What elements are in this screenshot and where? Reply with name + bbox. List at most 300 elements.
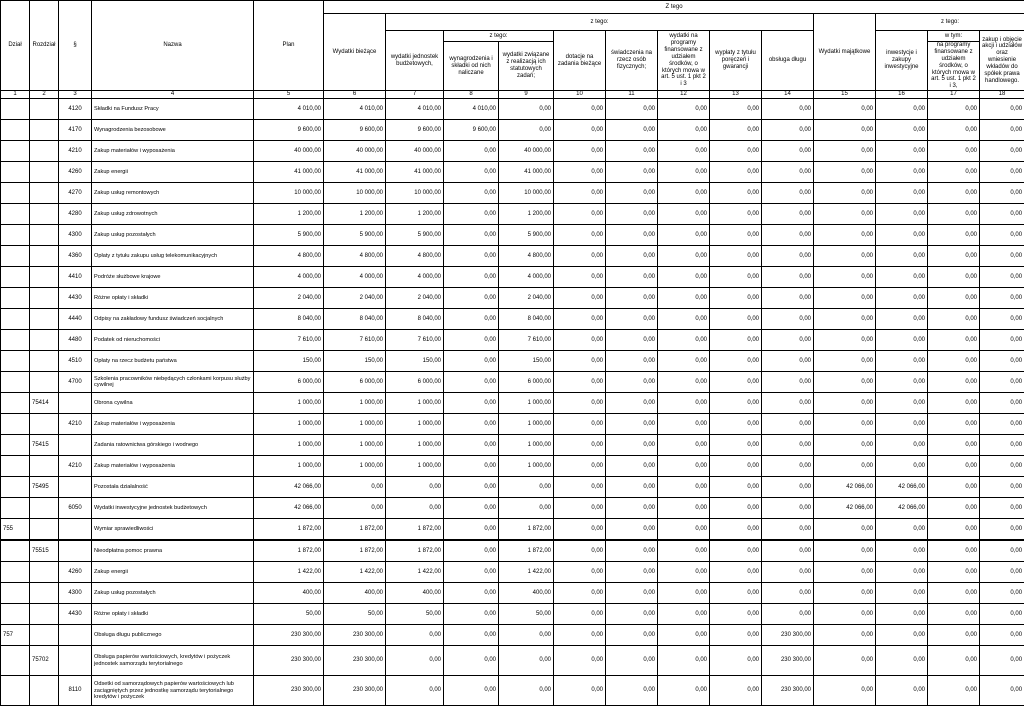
cell-amount: 4 010,00 xyxy=(444,99,499,120)
cell-amount: 40 000,00 xyxy=(386,141,444,162)
table-row xyxy=(1,583,1024,604)
cell-amount: 0,00 xyxy=(814,414,876,435)
cell-amount: 0,00 xyxy=(606,393,658,414)
cell-amount: 0,00 xyxy=(606,246,658,267)
cell-amount: 5 900,00 xyxy=(386,225,444,246)
cell-nazwa: Zakup materiałów i wyposażenia xyxy=(92,456,254,477)
table-row xyxy=(1,162,1024,183)
cell-amount: 0,00 xyxy=(444,414,499,435)
cell-amount: 0,00 xyxy=(762,456,814,477)
cell-amount: 0,00 xyxy=(928,498,980,519)
cell-amount: 1 872,00 xyxy=(499,540,554,562)
cell-amount: 1 200,00 xyxy=(254,204,324,225)
cell-amount: 0,00 xyxy=(554,99,606,120)
cell-amount: 4 800,00 xyxy=(324,246,386,267)
cell-amount: 0,00 xyxy=(928,393,980,414)
table-row xyxy=(1,562,1024,583)
cell-amount: 7 610,00 xyxy=(324,330,386,351)
cell-amount: 0,00 xyxy=(499,99,554,120)
cell-amount: 0,00 xyxy=(762,393,814,414)
cell-amount: 0,00 xyxy=(876,99,928,120)
cell-amount: 0,00 xyxy=(554,183,606,204)
cell-amount: 0,00 xyxy=(658,625,710,646)
cell-amount: 0,00 xyxy=(928,309,980,330)
cell-dzial xyxy=(1,393,30,414)
column-number: 8 xyxy=(444,91,499,99)
cell-amount: 0,00 xyxy=(710,120,762,141)
cell-paragraf: 4210 xyxy=(59,141,92,162)
cell-amount: 0,00 xyxy=(762,351,814,372)
cell-dzial xyxy=(1,162,30,183)
cell-nazwa: Zakup usług zdrowotnych xyxy=(92,204,254,225)
cell-amount: 1 000,00 xyxy=(386,456,444,477)
cell-amount: 6 000,00 xyxy=(499,372,554,393)
cell-paragraf xyxy=(59,393,92,414)
cell-nazwa: Zakup usług remontowych xyxy=(92,183,254,204)
cell-amount: 1 000,00 xyxy=(386,435,444,456)
header-obsluga-dlugu: obsługa długu xyxy=(762,31,814,91)
cell-amount: 0,00 xyxy=(444,393,499,414)
column-number: 2 xyxy=(30,91,59,99)
column-number: 13 xyxy=(710,91,762,99)
cell-amount: 400,00 xyxy=(386,583,444,604)
cell-rozdzial xyxy=(30,519,59,541)
header-rozdzial: Rozdział xyxy=(30,1,59,91)
cell-amount: 0,00 xyxy=(554,288,606,309)
cell-amount: 0,00 xyxy=(928,456,980,477)
cell-amount: 0,00 xyxy=(554,456,606,477)
cell-amount: 0,00 xyxy=(444,330,499,351)
table-row xyxy=(1,246,1024,267)
cell-amount: 0,00 xyxy=(606,267,658,288)
cell-amount: 4 800,00 xyxy=(499,246,554,267)
cell-amount: 40 000,00 xyxy=(254,141,324,162)
cell-amount: 0,00 xyxy=(658,414,710,435)
cell-amount: 0,00 xyxy=(499,120,554,141)
cell-amount: 0,00 xyxy=(928,330,980,351)
cell-amount: 0,00 xyxy=(606,183,658,204)
cell-amount: 0,00 xyxy=(928,288,980,309)
cell-amount: 0,00 xyxy=(980,414,1024,435)
cell-amount: 0,00 xyxy=(876,141,928,162)
cell-amount: 0,00 xyxy=(814,646,876,676)
cell-amount: 0,00 xyxy=(928,625,980,646)
cell-amount: 0,00 xyxy=(444,477,499,498)
cell-amount: 0,00 xyxy=(980,498,1024,519)
cell-amount: 230 300,00 xyxy=(324,625,386,646)
cell-nazwa: Odsetki od samorządowych papierów wartościowych lub zaciągniętych przez jednostkę samorządu terytorialnego kredytów i pożyczek xyxy=(92,676,254,706)
cell-rozdzial: 75702 xyxy=(30,646,59,676)
cell-amount: 0,00 xyxy=(710,393,762,414)
cell-amount: 1 000,00 xyxy=(254,414,324,435)
cell-rozdzial xyxy=(30,330,59,351)
cell-dzial xyxy=(1,583,30,604)
cell-amount: 0,00 xyxy=(710,225,762,246)
cell-amount: 0,00 xyxy=(444,162,499,183)
cell-amount: 0,00 xyxy=(876,183,928,204)
cell-nazwa: Podatek od nieruchomości xyxy=(92,330,254,351)
cell-amount: 0,00 xyxy=(386,498,444,519)
cell-paragraf: 4280 xyxy=(59,204,92,225)
cell-amount: 0,00 xyxy=(710,456,762,477)
cell-paragraf: 4210 xyxy=(59,456,92,477)
cell-amount: 8 040,00 xyxy=(324,309,386,330)
cell-amount: 0,00 xyxy=(606,646,658,676)
cell-amount: 0,00 xyxy=(554,246,606,267)
cell-dzial xyxy=(1,288,30,309)
cell-amount: 0,00 xyxy=(876,309,928,330)
cell-amount: 0,00 xyxy=(444,435,499,456)
cell-amount: 0,00 xyxy=(658,498,710,519)
cell-rozdzial xyxy=(30,288,59,309)
cell-amount: 0,00 xyxy=(658,330,710,351)
cell-amount: 0,00 xyxy=(876,351,928,372)
cell-amount: 400,00 xyxy=(499,583,554,604)
cell-amount: 1 872,00 xyxy=(254,519,324,541)
cell-amount: 0,00 xyxy=(444,204,499,225)
cell-amount: 0,00 xyxy=(710,519,762,541)
cell-amount: 0,00 xyxy=(606,604,658,625)
cell-paragraf: 4410 xyxy=(59,267,92,288)
cell-nazwa: Wydatki inwestycyjne jednostek budżetowych xyxy=(92,498,254,519)
cell-amount: 50,00 xyxy=(324,604,386,625)
cell-nazwa: Zakup energii xyxy=(92,162,254,183)
cell-amount: 0,00 xyxy=(554,540,606,562)
header-zakup-akcji: zakup i objęcie akcji i udziałów oraz wniesienie wkładów do spółek prawa handlowego. xyxy=(980,31,1024,91)
cell-amount: 0,00 xyxy=(928,372,980,393)
cell-paragraf: 4300 xyxy=(59,583,92,604)
cell-amount: 41 000,00 xyxy=(324,162,386,183)
cell-amount: 0,00 xyxy=(762,498,814,519)
cell-amount: 8 040,00 xyxy=(386,309,444,330)
cell-amount: 0,00 xyxy=(658,562,710,583)
cell-amount: 0,00 xyxy=(928,477,980,498)
cell-amount: 0,00 xyxy=(814,583,876,604)
cell-amount: 0,00 xyxy=(710,498,762,519)
cell-rozdzial xyxy=(30,309,59,330)
cell-amount: 0,00 xyxy=(386,625,444,646)
cell-amount: 1 000,00 xyxy=(386,414,444,435)
cell-amount: 230 300,00 xyxy=(324,646,386,676)
cell-amount: 0,00 xyxy=(658,141,710,162)
cell-amount: 42 066,00 xyxy=(814,477,876,498)
cell-dzial xyxy=(1,498,30,519)
cell-amount: 0,00 xyxy=(928,646,980,676)
cell-dzial xyxy=(1,562,30,583)
cell-amount: 0,00 xyxy=(606,583,658,604)
cell-amount: 0,00 xyxy=(814,351,876,372)
cell-amount: 0,00 xyxy=(658,288,710,309)
cell-amount: 0,00 xyxy=(710,646,762,676)
header-nazwa: Nazwa xyxy=(92,1,254,91)
cell-amount: 0,00 xyxy=(928,435,980,456)
cell-amount: 0,00 xyxy=(876,267,928,288)
header-wydatki-jednostek: wydatki jednostek budżetowych, xyxy=(386,31,444,91)
cell-amount: 0,00 xyxy=(814,246,876,267)
cell-amount: 0,00 xyxy=(762,540,814,562)
cell-amount: 0,00 xyxy=(710,625,762,646)
cell-amount: 0,00 xyxy=(762,309,814,330)
cell-rozdzial xyxy=(30,162,59,183)
cell-amount: 0,00 xyxy=(814,225,876,246)
cell-paragraf: 8110 xyxy=(59,676,92,706)
cell-amount: 41 000,00 xyxy=(499,162,554,183)
header-z-tego-jednostek: z tego: xyxy=(444,31,554,42)
cell-amount: 0,00 xyxy=(658,99,710,120)
cell-amount: 0,00 xyxy=(928,225,980,246)
cell-amount: 0,00 xyxy=(928,183,980,204)
cell-amount: 4 800,00 xyxy=(386,246,444,267)
header-z-tego-biezace: z tego: xyxy=(386,14,814,31)
cell-rozdzial xyxy=(30,676,59,706)
cell-amount: 0,00 xyxy=(444,183,499,204)
cell-amount: 0,00 xyxy=(606,225,658,246)
table-body xyxy=(1,99,1024,706)
cell-amount: 0,00 xyxy=(762,141,814,162)
cell-rozdzial xyxy=(30,604,59,625)
header-wydatki-programy: wydatki na programy finansowane z udziałem środków, o których mowa w art. 5 ust. 1 pkt 2 i 3 xyxy=(658,31,710,91)
table-row xyxy=(1,267,1024,288)
cell-amount: 1 872,00 xyxy=(386,540,444,562)
cell-amount: 0,00 xyxy=(710,246,762,267)
cell-paragraf: 4270 xyxy=(59,183,92,204)
cell-amount: 0,00 xyxy=(762,414,814,435)
cell-amount: 0,00 xyxy=(444,456,499,477)
cell-amount: 1 872,00 xyxy=(254,540,324,562)
cell-amount: 0,00 xyxy=(658,456,710,477)
cell-amount: 0,00 xyxy=(710,604,762,625)
cell-nazwa: Zakup usług pozostałych xyxy=(92,583,254,604)
cell-rozdzial: 75495 xyxy=(30,477,59,498)
cell-amount: 0,00 xyxy=(658,162,710,183)
cell-amount: 0,00 xyxy=(980,477,1024,498)
cell-amount: 5 900,00 xyxy=(324,225,386,246)
cell-amount: 0,00 xyxy=(814,562,876,583)
cell-amount: 0,00 xyxy=(814,267,876,288)
table-row xyxy=(1,99,1024,120)
cell-amount: 0,00 xyxy=(980,330,1024,351)
cell-amount: 1 000,00 xyxy=(324,456,386,477)
cell-amount: 0,00 xyxy=(658,477,710,498)
cell-amount: 0,00 xyxy=(444,351,499,372)
table-row xyxy=(1,330,1024,351)
cell-amount: 0,00 xyxy=(444,225,499,246)
cell-amount: 50,00 xyxy=(499,604,554,625)
cell-amount: 0,00 xyxy=(762,583,814,604)
cell-dzial xyxy=(1,477,30,498)
cell-amount: 0,00 xyxy=(814,625,876,646)
cell-amount: 230 300,00 xyxy=(762,625,814,646)
cell-paragraf: 4700 xyxy=(59,372,92,393)
cell-amount: 0,00 xyxy=(444,540,499,562)
cell-paragraf: 4430 xyxy=(59,604,92,625)
cell-amount: 0,00 xyxy=(606,498,658,519)
cell-amount: 150,00 xyxy=(254,351,324,372)
cell-amount: 0,00 xyxy=(876,414,928,435)
cell-amount: 0,00 xyxy=(814,604,876,625)
cell-amount: 0,00 xyxy=(928,162,980,183)
cell-amount: 0,00 xyxy=(658,204,710,225)
cell-amount: 0,00 xyxy=(606,625,658,646)
cell-nazwa: Różne opłaty i składki xyxy=(92,288,254,309)
cell-amount: 0,00 xyxy=(554,309,606,330)
cell-amount: 1 000,00 xyxy=(254,435,324,456)
cell-dzial xyxy=(1,267,30,288)
cell-amount: 0,00 xyxy=(814,456,876,477)
column-number: 3 xyxy=(59,91,92,99)
cell-amount: 0,00 xyxy=(499,625,554,646)
cell-rozdzial xyxy=(30,120,59,141)
cell-amount: 230 300,00 xyxy=(254,646,324,676)
column-number: 5 xyxy=(254,91,324,99)
cell-amount: 0,00 xyxy=(554,120,606,141)
cell-amount: 0,00 xyxy=(658,435,710,456)
column-number: 11 xyxy=(606,91,658,99)
cell-paragraf xyxy=(59,646,92,676)
cell-amount: 7 610,00 xyxy=(386,330,444,351)
header-z-tego-majatkowe: z tego: xyxy=(876,14,1024,31)
cell-amount: 9 600,00 xyxy=(254,120,324,141)
table-row xyxy=(1,477,1024,498)
cell-amount: 2 040,00 xyxy=(324,288,386,309)
table-row xyxy=(1,540,1024,562)
cell-amount: 42 066,00 xyxy=(254,498,324,519)
cell-amount: 400,00 xyxy=(254,583,324,604)
column-number: 12 xyxy=(658,91,710,99)
cell-amount: 42 066,00 xyxy=(814,498,876,519)
cell-dzial xyxy=(1,330,30,351)
cell-amount: 0,00 xyxy=(762,604,814,625)
cell-amount: 0,00 xyxy=(710,267,762,288)
cell-dzial xyxy=(1,676,30,706)
cell-amount: 1 000,00 xyxy=(499,435,554,456)
table-row xyxy=(1,498,1024,519)
cell-amount: 0,00 xyxy=(710,414,762,435)
cell-amount: 1 000,00 xyxy=(386,393,444,414)
cell-amount: 0,00 xyxy=(876,204,928,225)
cell-dzial xyxy=(1,225,30,246)
cell-dzial xyxy=(1,99,30,120)
cell-amount: 0,00 xyxy=(499,646,554,676)
cell-amount: 4 010,00 xyxy=(324,99,386,120)
cell-amount: 1 200,00 xyxy=(386,204,444,225)
header-wydatki-biezace: Wydatki bieżące xyxy=(324,14,386,91)
column-number: 7 xyxy=(386,91,444,99)
cell-amount: 0,00 xyxy=(928,540,980,562)
cell-amount: 0,00 xyxy=(606,141,658,162)
cell-amount: 41 000,00 xyxy=(386,162,444,183)
cell-amount: 0,00 xyxy=(814,309,876,330)
header-dotacje: dotacje na zadania bieżące xyxy=(554,31,606,91)
cell-dzial: 755 xyxy=(1,519,30,541)
cell-rozdzial xyxy=(30,246,59,267)
column-number: 10 xyxy=(554,91,606,99)
cell-amount: 0,00 xyxy=(554,351,606,372)
cell-nazwa: Opłaty z tytułu zakupu usług telekomunikacyjnych xyxy=(92,246,254,267)
cell-amount: 0,00 xyxy=(762,204,814,225)
cell-nazwa: Zakup materiałów i wyposażenia xyxy=(92,414,254,435)
cell-amount: 0,00 xyxy=(980,625,1024,646)
table-row xyxy=(1,204,1024,225)
cell-amount: 0,00 xyxy=(606,414,658,435)
cell-amount: 0,00 xyxy=(554,583,606,604)
cell-nazwa: Różne opłaty i składki xyxy=(92,604,254,625)
cell-amount: 0,00 xyxy=(444,562,499,583)
cell-amount: 0,00 xyxy=(554,562,606,583)
cell-amount: 0,00 xyxy=(710,330,762,351)
cell-amount: 0,00 xyxy=(928,204,980,225)
cell-amount: 1 000,00 xyxy=(324,393,386,414)
cell-amount: 2 040,00 xyxy=(254,288,324,309)
cell-amount: 41 000,00 xyxy=(254,162,324,183)
cell-amount: 0,00 xyxy=(444,583,499,604)
cell-amount: 9 600,00 xyxy=(386,120,444,141)
cell-amount: 0,00 xyxy=(928,267,980,288)
header-na-programy: na programy finansowane z udziałem środków, o których mowa w art. 5 ust. 1 pkt 2 i 3, xyxy=(928,42,980,91)
cell-amount: 0,00 xyxy=(444,519,499,541)
cell-amount: 0,00 xyxy=(444,246,499,267)
cell-amount: 0,00 xyxy=(710,204,762,225)
cell-amount: 0,00 xyxy=(762,162,814,183)
cell-rozdzial xyxy=(30,99,59,120)
cell-amount: 0,00 xyxy=(928,676,980,706)
cell-paragraf: 6050 xyxy=(59,498,92,519)
cell-amount: 0,00 xyxy=(658,676,710,706)
cell-amount: 0,00 xyxy=(980,456,1024,477)
table-row xyxy=(1,519,1024,541)
cell-amount: 0,00 xyxy=(814,204,876,225)
table-row xyxy=(1,393,1024,414)
cell-nazwa: Wymiar sprawiedliwości xyxy=(92,519,254,541)
cell-amount: 0,00 xyxy=(710,372,762,393)
cell-amount: 0,00 xyxy=(928,414,980,435)
cell-amount: 1 872,00 xyxy=(386,519,444,541)
cell-amount: 0,00 xyxy=(876,372,928,393)
cell-amount: 0,00 xyxy=(876,604,928,625)
cell-paragraf xyxy=(59,477,92,498)
cell-amount: 0,00 xyxy=(606,204,658,225)
cell-nazwa: Obsługa papierów wartościowych, kredytów i pożyczek jednostek samorządu terytorialnego xyxy=(92,646,254,676)
cell-amount: 0,00 xyxy=(386,477,444,498)
cell-dzial xyxy=(1,141,30,162)
cell-amount: 0,00 xyxy=(814,393,876,414)
header-plan: Plan xyxy=(254,1,324,91)
cell-amount: 7 610,00 xyxy=(499,330,554,351)
cell-paragraf: 4440 xyxy=(59,309,92,330)
cell-amount: 0,00 xyxy=(444,309,499,330)
table-row xyxy=(1,604,1024,625)
cell-amount: 0,00 xyxy=(980,183,1024,204)
cell-amount: 0,00 xyxy=(658,583,710,604)
cell-amount: 0,00 xyxy=(658,351,710,372)
cell-amount: 1 200,00 xyxy=(499,204,554,225)
cell-amount: 0,00 xyxy=(444,372,499,393)
cell-amount: 1 872,00 xyxy=(324,540,386,562)
cell-amount: 1 000,00 xyxy=(499,414,554,435)
cell-amount: 2 040,00 xyxy=(499,288,554,309)
cell-amount: 1 422,00 xyxy=(499,562,554,583)
cell-amount: 0,00 xyxy=(554,330,606,351)
cell-amount: 5 900,00 xyxy=(254,225,324,246)
cell-amount: 0,00 xyxy=(658,540,710,562)
cell-paragraf: 4210 xyxy=(59,414,92,435)
cell-amount: 0,00 xyxy=(710,540,762,562)
table-row xyxy=(1,646,1024,676)
cell-paragraf: 4170 xyxy=(59,120,92,141)
cell-amount: 0,00 xyxy=(606,288,658,309)
cell-amount: 0,00 xyxy=(928,562,980,583)
cell-amount: 0,00 xyxy=(710,141,762,162)
